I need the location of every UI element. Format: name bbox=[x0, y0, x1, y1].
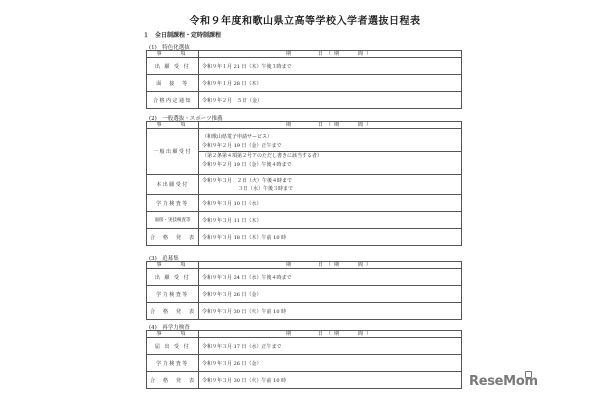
subsection-heading-2: (2) 一般選抜・スポーツ推薦 bbox=[149, 116, 223, 122]
table-row bbox=[147, 195, 462, 212]
schedule-table-2 bbox=[146, 121, 462, 246]
table-row bbox=[147, 355, 462, 372]
table-row bbox=[147, 372, 462, 389]
table-row bbox=[147, 212, 462, 229]
row-value: 令和９年３月 11 日（木） bbox=[199, 212, 462, 229]
row-value: 令和９年３月 30 日（火）午前 10 時 bbox=[199, 372, 462, 389]
row-label: 出 願 受 付 bbox=[147, 58, 199, 75]
row-value: 令和９年３月 26 日（金） bbox=[199, 355, 462, 372]
header-item: 事 項 bbox=[147, 51, 199, 58]
table-header-row bbox=[147, 51, 462, 58]
header-date: 期 日（期 間） bbox=[199, 262, 462, 269]
schedule-table-3 bbox=[146, 261, 462, 320]
table-row bbox=[147, 58, 462, 75]
row-label: 学力検査等 bbox=[147, 286, 199, 303]
table-row bbox=[147, 303, 462, 320]
document-title: 令和９年度和歌山県立高等学校入学者選抜日程表 bbox=[189, 16, 421, 27]
subsection-heading-3: (3) 追募集 bbox=[149, 256, 179, 262]
row-label: 面接・実技検査等 bbox=[147, 212, 199, 229]
logo-mark-icon bbox=[525, 371, 532, 378]
subsection-heading-1: (1) 特色化選抜 bbox=[149, 45, 190, 51]
table-row bbox=[147, 286, 462, 303]
table-row bbox=[147, 175, 462, 195]
row-value bbox=[199, 175, 462, 195]
watermark-text: ReseMom bbox=[469, 374, 538, 389]
table-row bbox=[147, 75, 462, 92]
header-date: 期 日（期 間） bbox=[199, 331, 462, 338]
table-row bbox=[147, 229, 462, 246]
row-label: 出 願 受 付 bbox=[147, 269, 199, 286]
schedule-table-4 bbox=[146, 330, 462, 389]
row-value: 令和９年１月 28 日（木） bbox=[199, 75, 462, 92]
row-value: 令和９年３月 24 日（水）午後４時まで bbox=[199, 269, 462, 286]
row-label: 面 接 等 bbox=[147, 75, 199, 92]
value-line: 令和９年２月 19 日（金）正午まで bbox=[199, 142, 461, 152]
schedule-table-1 bbox=[146, 50, 462, 109]
section-heading: １ 全日制課程・定時制課程 bbox=[143, 32, 222, 39]
table-header-row bbox=[147, 331, 462, 338]
table-row bbox=[147, 269, 462, 286]
value-line: 令和９年２月 19 日（金）午後４時まで bbox=[202, 162, 292, 168]
row-value: 令和９年３月 10 日（水） bbox=[199, 195, 462, 212]
header-item: 事 項 bbox=[147, 331, 199, 338]
value-line: （第２条第４項第２号アのただし書きに該当する者） bbox=[202, 153, 323, 159]
resemom-watermark-logo bbox=[469, 374, 538, 389]
value-line: （和歌山県電子申請サービス） bbox=[202, 134, 273, 140]
row-label: 本出願受付 bbox=[147, 175, 199, 195]
header-date: 期 日（期 間） bbox=[199, 51, 462, 58]
row-value: 令和９年３月 30 日（火）午前 10 時 bbox=[199, 303, 462, 320]
header-item: 事 項 bbox=[147, 262, 199, 269]
row-label: 学力検査等 bbox=[147, 355, 199, 372]
row-label: 一般出願受付 bbox=[147, 129, 199, 175]
table-row bbox=[147, 338, 462, 355]
table-row bbox=[147, 129, 462, 175]
row-label: 学力検査等 bbox=[147, 195, 199, 212]
table-header-row bbox=[147, 262, 462, 269]
row-value: 令和９年３月 17 日（水）正午まで bbox=[199, 338, 462, 355]
row-value: 令和９年３月 26 日（金） bbox=[199, 286, 462, 303]
subsection-heading-4: (4) 再学力検査 bbox=[149, 325, 190, 331]
row-label: 届 出 受 付 bbox=[147, 338, 199, 355]
header-item: 事 項 bbox=[147, 122, 199, 129]
header-date: 期 日（期 間） bbox=[199, 122, 462, 129]
row-label: 合 格 発 表 bbox=[147, 303, 199, 320]
row-value: 令和９年３月 18 日（木）午前 10 時 bbox=[199, 229, 462, 246]
row-value: 令和９年２月 ５日（金） bbox=[199, 92, 462, 109]
value-line: 令和９年３月 ２日（火）午後４時まで bbox=[202, 177, 293, 184]
row-label: 合 格 発 表 bbox=[147, 372, 199, 389]
row-value bbox=[199, 129, 462, 175]
row-label: 合格内定通知 bbox=[147, 92, 199, 109]
table-header-row bbox=[147, 122, 462, 129]
table-row bbox=[147, 92, 462, 109]
value-line: ３日（水）午後３時まで bbox=[238, 185, 294, 192]
row-label: 合 格 発 表 bbox=[147, 229, 199, 246]
row-value: 令和９年１月 21 日（木）午後３時まで bbox=[199, 58, 462, 75]
